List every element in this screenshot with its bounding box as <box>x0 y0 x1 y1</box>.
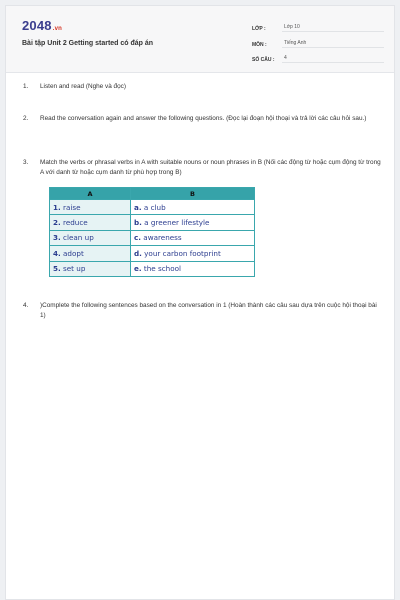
cell-a <box>50 246 131 261</box>
item-text: set up <box>60 264 86 274</box>
item-key: 4. <box>53 248 61 258</box>
site-logo[interactable] <box>22 18 62 33</box>
meta-value: 4 <box>282 55 384 63</box>
meta-value: Tiếng Anh <box>282 40 384 48</box>
question-number: 2. <box>23 115 29 122</box>
item-key: b. <box>134 218 142 228</box>
question-text: Read the conversation again and answer the following questions. (Đọc lại đoạn hội thoại và trả lời các câu hỏi sau.) <box>40 115 367 122</box>
page-title: Bài tập Unit 2 Getting started có đáp án <box>22 40 154 47</box>
table-row <box>50 246 255 261</box>
item-key: 2. <box>53 218 61 228</box>
item-text: adopt <box>60 248 84 258</box>
question-text: )Complete the following sentences based on the conversation in 1 (Hoàn thành các câu sau dựa trên cuộc hội thoại bài 1) <box>40 302 377 319</box>
item-key: a. <box>134 202 142 212</box>
item-key: 1. <box>53 202 61 212</box>
cell-a <box>50 215 131 230</box>
logo-suffix: .vn <box>52 26 63 32</box>
item-text: awareness <box>141 233 182 243</box>
table-row <box>50 261 255 276</box>
cell-b <box>131 261 255 276</box>
item-text: a greener lifestyle <box>141 218 210 228</box>
meta-label: MÔN : <box>252 41 267 48</box>
matching-table <box>49 187 255 277</box>
cell-a <box>50 261 131 276</box>
item-text: the school <box>141 264 182 274</box>
cell-b <box>131 200 255 215</box>
item-key: 3. <box>53 233 61 243</box>
column-header-b: B <box>131 188 255 200</box>
question-text: Match the verbs or phrasal verbs in A with suitable nouns or noun phrases in B (Nối các động từ hoặc cụm động từ trong A với danh từ hoặc cụm danh từ phù hợp trong B) <box>40 159 381 176</box>
item-text: reduce <box>60 218 88 228</box>
meta-row-class <box>252 20 384 32</box>
cell-b <box>131 246 255 261</box>
cell-b <box>131 215 255 230</box>
meta-value: Lớp 10 <box>282 24 384 32</box>
item-text: raise <box>60 202 81 212</box>
table-row <box>50 200 255 215</box>
question-number: 4. <box>23 302 29 309</box>
cell-a <box>50 230 131 245</box>
item-key: c. <box>134 233 141 243</box>
item-key: 5. <box>53 264 61 274</box>
question-text: Listen and read (Nghe và đọc) <box>40 83 126 90</box>
item-text: clean up <box>60 233 94 243</box>
question-number: 3. <box>23 159 29 166</box>
item-key: e. <box>134 264 142 274</box>
meta-label: SỐ CÂU : <box>252 57 275 63</box>
item-text: your carbon footprint <box>141 248 221 258</box>
meta-row-question-count <box>252 51 384 63</box>
cell-b <box>131 230 255 245</box>
question-number: 1. <box>23 83 29 90</box>
meta-label: LỚP : <box>252 26 266 32</box>
meta-row-subject <box>252 36 384 48</box>
cell-a <box>50 200 131 215</box>
table-row <box>50 230 255 245</box>
worksheet-header <box>6 6 394 73</box>
logo-text: 2048 <box>22 18 52 33</box>
column-header-a: A <box>50 188 131 200</box>
table-header-row <box>50 188 255 200</box>
table-row <box>50 215 255 230</box>
item-key: d. <box>134 248 142 258</box>
item-text: a club <box>141 202 166 212</box>
worksheet-page <box>5 5 395 600</box>
meta-info <box>252 20 384 67</box>
